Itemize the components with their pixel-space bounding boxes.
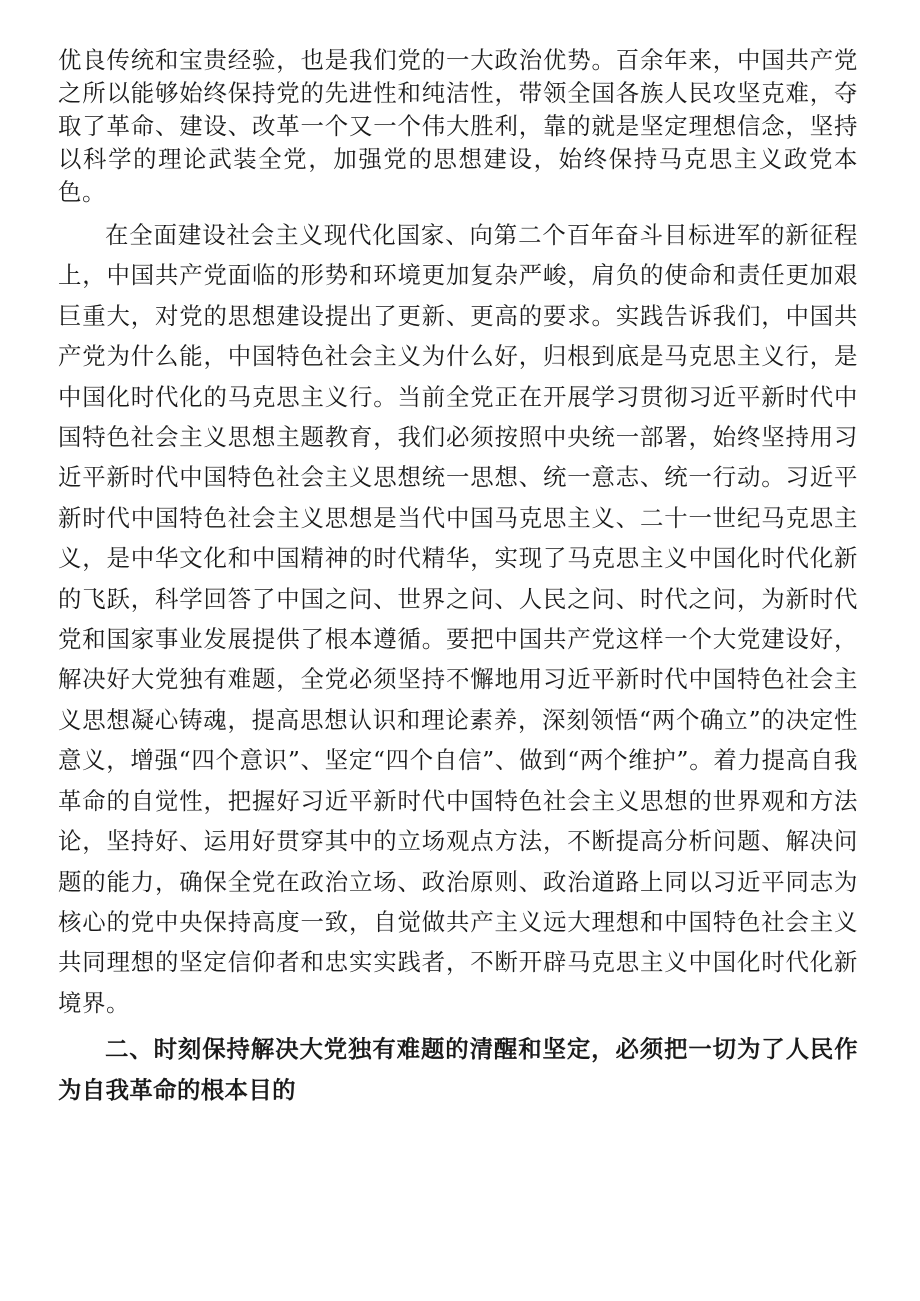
document-page [58, 44, 858, 1111]
paragraph-body: 在全面建设社会主义现代化国家、向第二个百年奋斗目标进军的新征程上，中国共产党面临的形势和环境更加复杂严峻，肩负的使命和责任更加艰巨重大，对党的思想建设提出了更新、更高的要求。实践告诉我们，中国共产党为什么能，中国特色社会主义为什么好，归根到底是马克思主义行，是中国化时代化的马克思主义行。当前全党正在开展学习贯彻习近平新时代中国特色社会主义思想主题教育，我们必须按照中央统一部署，始终坚持用习近平新时代中国特色社会主义思想统一思想、统一意志、统一行动。习近平新时代中国特色社会主义思想是当代中国马克思主义、二十一世纪马克思主义，是中华文化和中国精神的时代精华，实现了马克思主义中国化时代化新的飞跃，科学回答了中国之问、世界之问、人民之问、时代之问，为新时代党和国家事业发展提供了根本遵循。要把中国共产党这样一个大党建设好，解决好大党独有难题，全党必须坚持不懈地用习近平新时代中国特色社会主义思想凝心铸魂，提高思想认识和理论素养，深刻领悟“两个确立”的决定性意义，增强“四个意识”、坚定“四个自信”、做到“两个维护”。着力提高自我革命的自觉性，把握好习近平新时代中国特色社会主义思想的世界观和方法论，坚持好、运用好贯穿其中的立场观点方法，不断提高分析问题、解决问题的能力，确保全党在政治立场、政治原则、政治道路上同以习近平同志为核心的党中央保持高度一致，自觉做共产主义远大理想和中国特色社会主义共同理想的坚定信仰者和忠实实践者，不断开辟马克思主义中国化时代化新境界。 [58, 221, 858, 1017]
section-heading: 二、时刻保持解决大党独有难题的清醒和坚定，必须把一切为了人民作为自我革命的根本目的 [58, 1035, 858, 1105]
paragraph-continuation: 优良传统和宝贵经验，也是我们党的一大政治优势。百余年来，中国共产党之所以能够始终保持党的先进性和纯洁性，带领全国各族人民攻坚克难，夺取了革命、建设、改革一个又一个伟大胜利，靠的就是坚定理想信念，坚持以科学的理论武装全党，加强党的思想建设，始终保持马克思主义政党本色。 [58, 46, 858, 206]
